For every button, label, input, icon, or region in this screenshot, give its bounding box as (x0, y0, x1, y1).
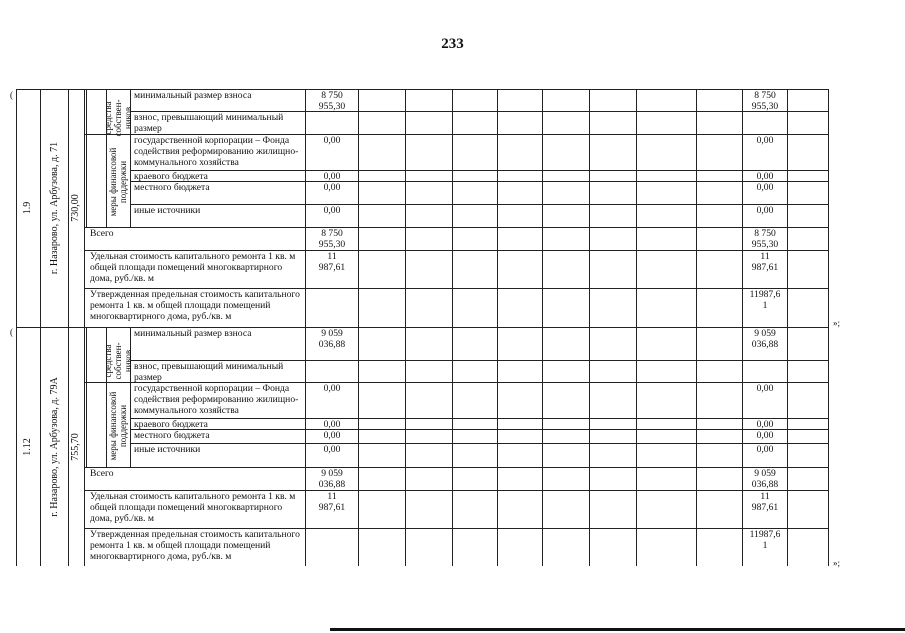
total-label: Всего (90, 228, 114, 239)
row-address: г. Назарово, ул. Арбузова, д. 79А (49, 376, 60, 517)
local-total: 0,00 (756, 430, 774, 441)
state-total: 0,00 (756, 135, 774, 146)
state-label: государственной корпорации – Фонда содействия реформированию жилищно-коммунального хозяйства (134, 383, 299, 416)
row-address: г. Назарово, ул. Арбузова, д. 71 (49, 141, 60, 275)
min-label: минимальный размер взноса (134, 328, 252, 339)
state-total: 0,00 (756, 383, 774, 394)
local-label: местного бюджета (134, 430, 210, 441)
unit-value: 11 987,61 (318, 491, 346, 513)
group-own-funds: средства собствен-ников (103, 342, 133, 380)
column-line (828, 89, 829, 327)
row-area: 755,70 (70, 432, 81, 461)
unit-label: Удельная стоимость капитального ремонта 1 кв. м общей площади помещений многоквартирного дома, руб./кв. м (90, 491, 296, 524)
column-line (40, 327, 41, 566)
column-line (636, 89, 637, 327)
above-label: взнос, превышающий минимальный размер (134, 112, 284, 134)
regional-total: 0,00 (756, 419, 774, 430)
group-own-funds: средства собствен-ников (103, 99, 133, 137)
bottom-rule (330, 628, 905, 631)
state-value: 0,00 (323, 135, 341, 146)
total-value: 9 059 036,88 (318, 468, 346, 490)
column-line (542, 89, 543, 327)
total-total: 8 750 955,30 (751, 228, 779, 250)
above-label: взнос, превышающий минимальный размер (134, 361, 284, 383)
column-line (787, 89, 788, 327)
column-line (405, 327, 406, 566)
local-label: местного бюджета (134, 182, 210, 193)
column-line (696, 327, 697, 566)
max-total: 11987,6 1 (749, 289, 781, 311)
max-label: Утвержденная предельная стоимость капитального ремонта 1 кв. м общей площади помещений многоквартирного дома, руб./кв. м (90, 529, 300, 562)
regional-label: краевого бюджета (134, 171, 208, 182)
local-value: 0,00 (323, 182, 341, 193)
total-value: 8 750 955,30 (318, 228, 346, 250)
column-line (40, 89, 41, 327)
column-line (405, 89, 406, 327)
left-margin-mark: ( (10, 327, 13, 337)
column-line (452, 327, 453, 566)
min-label: минимальный размер взноса (134, 90, 252, 101)
other-value: 0,00 (323, 205, 341, 216)
column-line (497, 89, 498, 327)
column-line (84, 89, 85, 327)
other-label: иные источники (134, 444, 201, 455)
regional-label: краевого бюджета (134, 419, 208, 430)
column-line (84, 327, 85, 566)
min-value: 8 750 955,30 (318, 90, 346, 112)
column-line (452, 89, 453, 327)
column-line (68, 327, 69, 566)
column-line-double (86, 89, 87, 227)
column-line (358, 89, 359, 327)
column-line (636, 327, 637, 566)
local-total: 0,00 (756, 182, 774, 193)
row-index: 1.12 (22, 437, 33, 456)
row-area: 730,00 (70, 194, 81, 222)
local-value: 0,00 (323, 430, 341, 441)
min-total: 9 059 036,88 (751, 328, 779, 350)
column-line (16, 327, 17, 566)
max-label: Утвержденная предельная стоимость капитального ремонта 1 кв. м общей площади помещений многоквартирного дома, руб./кв. м (90, 289, 300, 322)
total-total: 9 059 036,88 (751, 468, 779, 490)
regional-value: 0,00 (323, 171, 341, 182)
unit-value: 11 987,61 (318, 251, 346, 273)
row-index: 1.9 (22, 201, 33, 215)
other-value: 0,00 (323, 444, 341, 455)
unit-total: 11 987,61 (751, 491, 779, 513)
state-label: государственной корпорации – Фонда содействия реформированию жилищно-коммунального хозяйства (134, 135, 299, 168)
end-quote-mark: »; (833, 318, 841, 328)
unit-label: Удельная стоимость капитального ремонта 1 кв. м общей площади помещений многоквартирного дома, руб./кв. м (90, 251, 296, 284)
max-total: 11987,6 1 (749, 529, 781, 551)
group-support: меры финансовой поддержки (108, 391, 128, 460)
other-total: 0,00 (756, 444, 774, 455)
column-line (497, 327, 498, 566)
min-value: 9 059 036,88 (318, 328, 346, 350)
page-number: 233 (441, 36, 464, 52)
other-label: иные источники (134, 205, 201, 216)
column-line-double (86, 327, 87, 467)
other-total: 0,00 (756, 205, 774, 216)
min-total: 8 750 955,30 (751, 90, 779, 112)
column-line (16, 89, 17, 327)
column-line (787, 327, 788, 566)
column-line (68, 89, 69, 327)
total-label: Всего (90, 468, 114, 479)
column-line (589, 327, 590, 566)
column-line (542, 327, 543, 566)
unit-total: 11 987,61 (751, 251, 779, 273)
regional-total: 0,00 (756, 171, 774, 182)
group-support: меры финансовой поддержки (108, 147, 128, 216)
left-margin-mark: ( (10, 90, 13, 100)
regional-value: 0,00 (323, 419, 341, 430)
column-line (589, 89, 590, 327)
column-line (696, 89, 697, 327)
column-line (358, 327, 359, 566)
end-quote-mark: »; (833, 558, 841, 568)
state-value: 0,00 (323, 383, 341, 394)
column-line (828, 327, 829, 566)
